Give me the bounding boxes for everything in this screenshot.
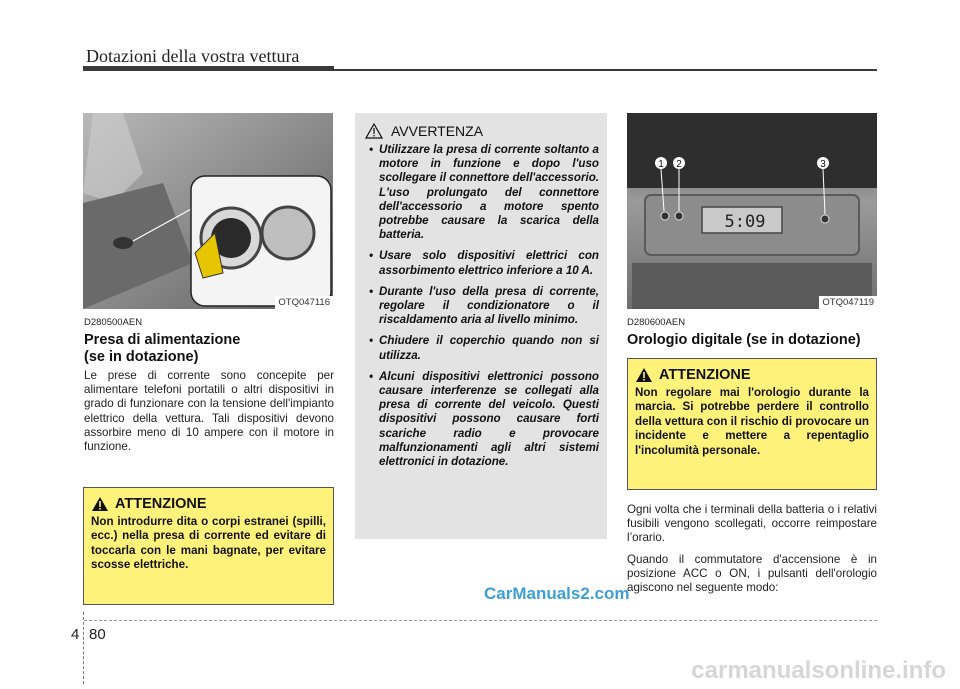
callout-3: 3 (820, 159, 826, 170)
power-outlet-photo (83, 113, 333, 309)
warning-item: • Utilizzare la presa di corrente soltanto a motore in funzione e dopo l'uso scollegare il connettore dell'accessorio. L'uso prolungato del connettore dell'accessorio a motore spento potrebbe causare la scarica della batteria. (365, 143, 599, 242)
power-outlet-illustration (83, 113, 333, 309)
warning-box (355, 113, 607, 539)
warning-title: AVVERTENZA (391, 123, 484, 139)
section-title (84, 332, 334, 366)
warning-outline-icon (365, 123, 383, 139)
warning-item: • Durante l'uso della presa di corrente, regolare il condizionatore o il riscaldamento aria al livello minimo. (365, 285, 599, 328)
section-title-line2: (se in dotazione) (84, 349, 199, 365)
section-body: Le prese di corrente sono concepite per alimentare telefoni portatili o altri dispositivi in grado di funzionare con la tensione dell'impianto elettrico della vettura. Tali dispositivi devono assorbire meno di 10 ampere con il motore in funzione. (84, 369, 334, 454)
caution-header (91, 496, 326, 512)
site-watermark: carmanualsonline.info (691, 657, 946, 684)
photo-caption: OTQ047119 (819, 296, 877, 309)
warning-header (365, 123, 599, 139)
header-rule-thick (83, 66, 334, 71)
header-rule-thin (334, 69, 877, 71)
section-code: D280600AEN (627, 317, 686, 328)
warning-item: • Alcuni dispositivi elettronici possono causare interferenze se collegati alla presa di corrente del veicolo. Questi dispositivi possono causare forti scariche radio e provocare malfunzionamenti agli altri sistemi elettronici in dotazione. (365, 370, 599, 469)
digital-clock-illustration (627, 113, 877, 309)
chapter-header-title: Dotazioni della vostra vettura (86, 46, 300, 66)
section-title: Orologio digitale (se in dotazione) (627, 332, 861, 348)
carmanuals-watermark: CarManuals2.com (484, 584, 630, 603)
paragraph: Ogni volta che i terminali della batteria o i relativi fusibili vengono scollegati, occorre reimpostare l’orario. (627, 503, 877, 545)
chapter-number: 4 (71, 626, 80, 643)
callout-2: 2 (676, 159, 682, 170)
page-number: 80 (89, 626, 106, 643)
photo-caption: OTQ047116 (275, 296, 333, 309)
paragraph: Quando il commutatore d'accensione è in posizione ACC o ON, i pulsanti dell'orologio agiscono nel seguente modo: (627, 552, 877, 595)
warning-triangle-icon (635, 367, 653, 383)
caution-header (635, 367, 869, 383)
caution-text: Non regolare mai l'orologio durante la marcia. Si potrebbe perdere il controllo della vettura con il rischio di provocare un incidente e mettere a repentaglio l'incolumità personale. (635, 386, 869, 457)
section-code: D280500AEN (84, 317, 143, 328)
caution-text: Non introdurre dita o corpi estranei (spilli, ecc.) nella presa di corrente ed evitare di toccarla con le mani bagnate, per evitare scosse elettriche. (91, 515, 326, 572)
caution-box (83, 487, 334, 605)
clock-display: 5:09 (724, 212, 766, 232)
digital-clock-photo (627, 113, 877, 309)
warning-item: • Usare solo dispositivi elettrici con assorbimento elettrico inferiore a 10 A. (365, 249, 599, 277)
footer-rule (84, 620, 877, 621)
page-number-divider (83, 612, 85, 684)
warning-item: • Chiudere il coperchio quando non si utilizza. (365, 334, 599, 362)
caution-title: ATTENZIONE (659, 367, 751, 383)
caution-title: ATTENZIONE (115, 496, 207, 512)
caution-box (627, 358, 877, 490)
warning-triangle-icon (91, 496, 109, 512)
warning-list (365, 143, 599, 469)
callout-1: 1 (658, 159, 664, 170)
section-body (627, 503, 877, 602)
section-title-line1: Presa di alimentazione (84, 332, 241, 348)
